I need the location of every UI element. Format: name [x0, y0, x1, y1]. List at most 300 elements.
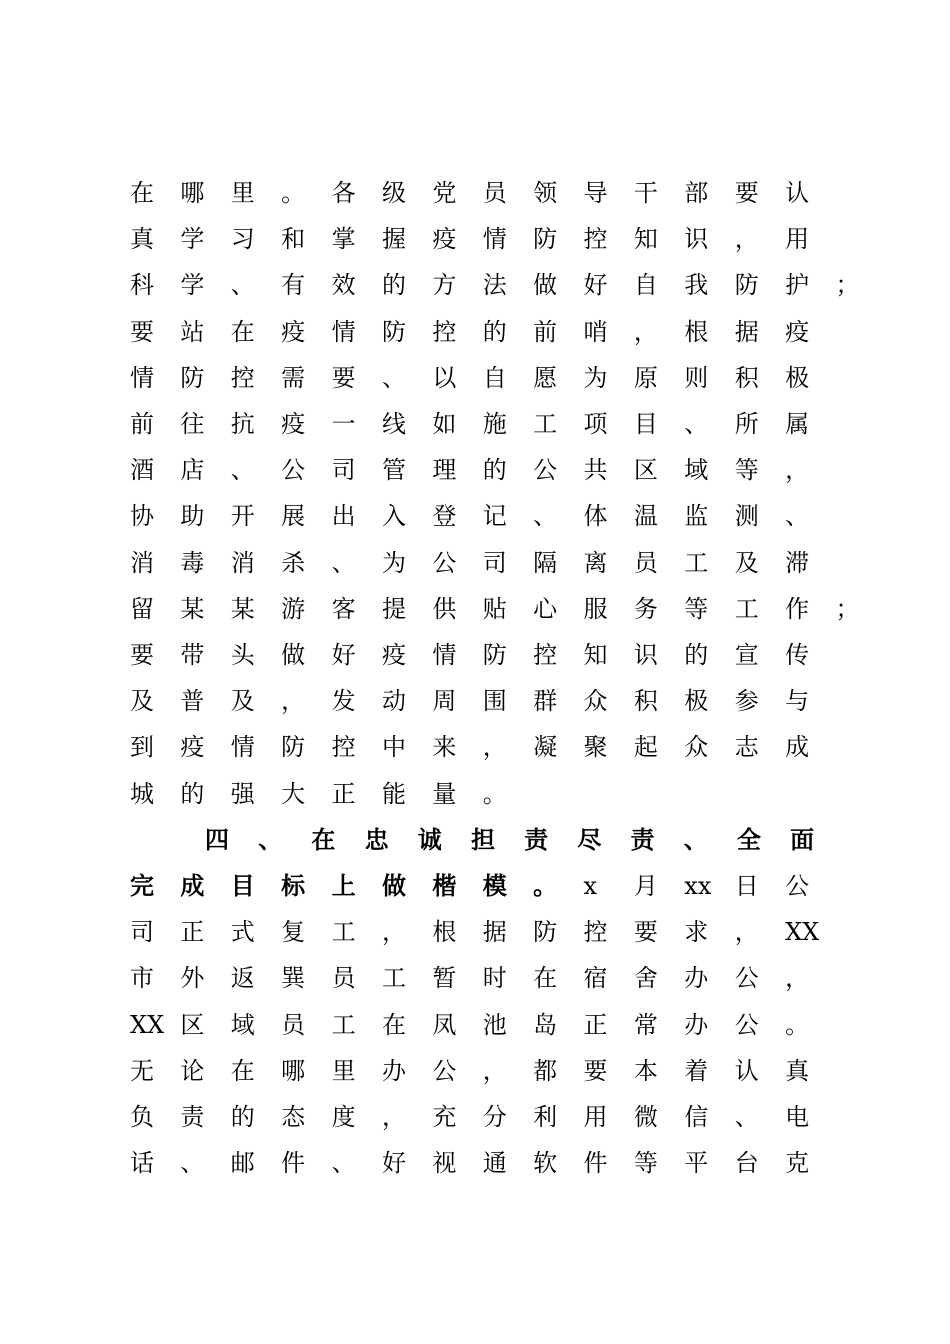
text-glyph: 软	[533, 1149, 558, 1178]
text-glyph: 项	[583, 410, 608, 438]
text-glyph: 全	[736, 824, 761, 854]
text-glyph: 前	[130, 410, 154, 438]
text-glyph: 上	[331, 871, 356, 900]
text-glyph: ，	[482, 1056, 507, 1085]
text-line	[130, 1097, 835, 1137]
text-glyph: 部	[684, 179, 709, 207]
text-line	[130, 265, 886, 305]
text-glyph: 来	[432, 733, 457, 762]
text-line	[130, 958, 835, 998]
text-glyph: 某	[180, 594, 205, 623]
text-glyph: 疫	[281, 317, 306, 346]
text-glyph: 平	[684, 1149, 709, 1178]
text-glyph: 办	[684, 964, 709, 993]
text-glyph: 某	[230, 594, 255, 623]
text-glyph: 里	[331, 1056, 356, 1085]
text-glyph: 做	[281, 641, 306, 669]
text-glyph: 方	[432, 271, 457, 300]
text-glyph: 施	[482, 410, 507, 438]
text-glyph: 疫	[381, 641, 406, 669]
text-glyph: 要	[583, 1056, 608, 1085]
text-glyph: 开	[230, 502, 255, 531]
text-glyph: 常	[633, 1010, 658, 1039]
text-glyph: 池	[482, 1010, 507, 1039]
text-glyph: 量	[432, 779, 457, 808]
text-glyph: 件	[583, 1149, 608, 1178]
text-glyph: 大	[281, 779, 306, 808]
text-glyph: 所	[734, 410, 759, 438]
text-glyph: 。	[533, 871, 558, 900]
text-glyph: 话	[130, 1149, 154, 1178]
text-glyph: 尽	[577, 824, 602, 854]
text-glyph: 好	[583, 271, 608, 300]
text-glyph: 标	[281, 871, 306, 900]
text-glyph: XX	[130, 1010, 165, 1039]
text-glyph: 控	[583, 225, 608, 254]
text-glyph: 做	[533, 271, 558, 300]
text-glyph: 完	[130, 871, 154, 900]
text-glyph: 学	[180, 271, 205, 300]
text-glyph: 无	[130, 1056, 154, 1085]
text-glyph: 助	[180, 502, 205, 531]
text-glyph: 司	[331, 456, 356, 485]
text-glyph: 疫	[785, 317, 810, 346]
text-glyph: 提	[381, 594, 406, 623]
text-glyph: 市	[130, 964, 154, 993]
text-glyph: 我	[684, 271, 709, 300]
text-glyph: 的	[684, 641, 709, 669]
text-glyph: 真	[785, 1056, 810, 1085]
text-glyph: 员	[331, 964, 356, 993]
text-glyph: 公	[785, 872, 810, 900]
text-glyph: 防	[180, 363, 205, 392]
text-glyph: 充	[432, 1103, 457, 1131]
text-line	[130, 866, 835, 906]
text-glyph: 站	[180, 317, 205, 346]
text-glyph: 游	[281, 594, 306, 623]
text-glyph: ；	[835, 594, 860, 623]
text-glyph: 负	[130, 1103, 154, 1131]
text-glyph: 时	[482, 964, 507, 993]
text-glyph: 供	[432, 594, 457, 623]
text-glyph: 在	[230, 1056, 255, 1085]
text-glyph: 防	[533, 225, 558, 254]
text-glyph: 情	[482, 225, 507, 254]
text-glyph: 防	[533, 918, 558, 947]
text-glyph: 据	[482, 918, 507, 947]
text-glyph: 域	[230, 1010, 255, 1039]
text-glyph: 正	[180, 918, 205, 947]
text-glyph: 心	[533, 594, 558, 623]
text-line	[130, 312, 835, 352]
text-glyph: 级	[381, 179, 406, 207]
text-glyph: 围	[482, 687, 507, 716]
text-glyph: 员	[281, 1010, 306, 1039]
text-glyph: 和	[281, 225, 306, 254]
text-glyph: 式	[230, 918, 255, 947]
text-glyph: 在	[533, 964, 558, 993]
text-glyph: 服	[583, 594, 608, 623]
text-line	[130, 635, 835, 675]
text-glyph: 、	[683, 824, 708, 854]
text-glyph: 哪	[281, 1056, 306, 1085]
text-glyph: 管	[381, 456, 406, 485]
text-glyph: 杀	[281, 548, 306, 577]
text-glyph: 忠	[364, 824, 389, 854]
text-glyph: 的	[482, 456, 507, 485]
text-glyph: 态	[281, 1103, 306, 1131]
text-glyph: 极	[684, 687, 709, 716]
text-glyph: ；	[835, 271, 860, 300]
text-glyph: 出	[331, 502, 356, 531]
text-glyph: 及	[734, 548, 759, 577]
text-glyph: 及	[130, 687, 154, 716]
text-glyph: ，	[281, 687, 306, 716]
text-glyph: 责	[180, 1103, 205, 1131]
text-glyph: 在	[230, 317, 255, 346]
text-glyph: 的	[180, 779, 205, 808]
text-glyph: 理	[432, 456, 457, 485]
text-glyph: 区	[180, 1010, 205, 1039]
text-glyph: 展	[281, 502, 306, 531]
text-glyph: 酒	[130, 456, 154, 485]
text-glyph: 公	[281, 456, 306, 485]
text-glyph: 极	[785, 363, 810, 392]
text-glyph: 能	[381, 779, 406, 808]
text-glyph: 离	[583, 548, 608, 577]
text-glyph: 体	[583, 502, 608, 531]
text-glyph: 留	[130, 594, 154, 623]
text-glyph: 发	[331, 687, 356, 716]
text-glyph: 众	[684, 733, 709, 762]
text-glyph: 为	[583, 363, 608, 392]
text-glyph: 防	[482, 641, 507, 669]
text-glyph: 效	[331, 271, 356, 300]
text-glyph: 控	[533, 641, 558, 669]
text-glyph: 知	[583, 641, 608, 669]
text-glyph: 有	[281, 271, 306, 300]
text-glyph: 积	[734, 363, 759, 392]
text-glyph: 、	[734, 1103, 759, 1131]
text-glyph: 件	[281, 1149, 306, 1178]
text-glyph: 护	[785, 271, 810, 300]
text-glyph: 克	[785, 1149, 810, 1178]
text-glyph: 原	[633, 363, 658, 392]
text-glyph: 公	[533, 456, 558, 485]
text-glyph: 疫	[432, 225, 457, 254]
text-glyph: 学	[180, 225, 205, 254]
text-glyph: 干	[633, 179, 658, 207]
text-glyph: ，	[785, 964, 810, 993]
text-glyph: 成	[180, 871, 205, 900]
text-glyph: 一	[331, 410, 356, 438]
text-glyph: 店	[180, 456, 205, 485]
text-glyph: 动	[381, 687, 406, 716]
text-glyph: 认	[734, 1056, 759, 1085]
text-line	[130, 589, 886, 629]
text-glyph: 起	[633, 733, 658, 762]
text-glyph: 愿	[533, 363, 558, 392]
text-glyph: 办	[381, 1056, 406, 1085]
text-glyph: 聚	[583, 733, 608, 762]
text-glyph: 周	[432, 687, 457, 716]
text-glyph: 及	[230, 687, 255, 716]
text-glyph: 区	[633, 456, 658, 485]
text-glyph: 法	[482, 271, 507, 300]
text-glyph: 好	[381, 1149, 406, 1178]
text-glyph: 情	[432, 641, 457, 669]
text-line	[130, 1051, 835, 1091]
text-glyph: 外	[180, 964, 205, 993]
text-glyph: 论	[180, 1056, 205, 1085]
text-glyph: 工	[533, 410, 558, 438]
text-glyph: 模	[482, 871, 507, 900]
text-glyph: 的	[482, 317, 507, 346]
text-glyph: 视	[432, 1149, 457, 1178]
text-glyph: 情	[130, 363, 154, 392]
text-glyph: 情	[331, 317, 356, 346]
text-glyph: 暂	[432, 964, 457, 993]
text-glyph: 要	[734, 179, 759, 207]
text-line	[130, 404, 835, 444]
text-glyph: 担	[470, 824, 495, 854]
text-glyph: 公	[734, 1010, 759, 1039]
text-glyph: 根	[684, 317, 709, 346]
text-glyph: 工	[331, 1010, 356, 1039]
text-glyph: 前	[533, 317, 558, 346]
text-glyph: 等	[633, 1149, 658, 1178]
text-glyph: 、	[533, 502, 558, 531]
text-glyph: 如	[432, 410, 457, 438]
text-glyph: 线	[381, 410, 406, 438]
text-glyph: x	[583, 872, 598, 900]
text-glyph: 着	[684, 1056, 709, 1085]
text-glyph: 楷	[432, 871, 457, 900]
text-glyph: 工	[684, 548, 709, 577]
text-glyph: 、	[331, 548, 356, 577]
text-glyph: 、	[331, 1149, 356, 1178]
text-glyph: 参	[734, 687, 759, 716]
text-glyph: 凝	[533, 733, 558, 762]
text-glyph: 滞	[785, 548, 810, 577]
text-line	[205, 820, 843, 860]
text-glyph: 诚	[417, 824, 442, 854]
text-line	[130, 496, 835, 536]
text-glyph: 等	[684, 594, 709, 623]
text-line	[130, 173, 835, 213]
text-glyph: 需	[281, 363, 306, 392]
text-glyph: 等	[734, 456, 759, 485]
text-glyph: 登	[432, 502, 457, 531]
text-glyph: 要	[331, 363, 356, 392]
text-glyph: 温	[633, 502, 658, 531]
text-glyph: 宣	[734, 641, 759, 669]
text-glyph: 情	[230, 733, 255, 762]
text-glyph: 普	[180, 687, 205, 716]
text-glyph: 在	[311, 824, 336, 854]
text-glyph: 的	[230, 1103, 255, 1131]
text-line	[130, 543, 835, 583]
text-glyph: 公	[432, 1056, 457, 1085]
text-glyph: 、	[230, 456, 255, 485]
text-glyph: 积	[633, 687, 658, 716]
text-line	[130, 912, 835, 952]
text-glyph: 哪	[180, 179, 205, 207]
text-glyph: 、	[684, 410, 709, 438]
text-glyph: 控	[331, 733, 356, 762]
text-glyph: 责	[630, 824, 655, 854]
text-glyph: 好	[331, 641, 356, 669]
text-glyph: 司	[130, 918, 154, 947]
text-line	[130, 681, 835, 721]
text-glyph: 工	[734, 594, 759, 623]
text-glyph: 面	[790, 824, 815, 854]
text-glyph: 分	[482, 1103, 507, 1131]
text-glyph: 群	[533, 687, 558, 716]
text-glyph: 里	[230, 179, 255, 207]
text-glyph: 则	[684, 363, 709, 392]
text-glyph: 与	[785, 687, 810, 716]
text-glyph: 员	[633, 548, 658, 577]
text-glyph: 隔	[533, 548, 558, 577]
text-glyph: 责	[524, 824, 549, 854]
text-glyph: 宿	[583, 964, 608, 993]
text-glyph: 科	[130, 271, 154, 300]
text-glyph: 自	[482, 363, 507, 392]
text-glyph: 用	[785, 225, 810, 254]
text-glyph: 自	[633, 271, 658, 300]
text-glyph: 防	[734, 271, 759, 300]
text-glyph: 防	[281, 733, 306, 762]
text-glyph: ，	[785, 456, 810, 485]
text-glyph: 司	[482, 548, 507, 577]
text-glyph: 客	[331, 594, 356, 623]
text-glyph: 本	[633, 1056, 658, 1085]
text-glyph: ，	[381, 918, 406, 947]
text-glyph: 控	[432, 317, 457, 346]
text-glyph: 、	[381, 363, 406, 392]
text-glyph: ，	[482, 733, 507, 762]
text-glyph: 台	[734, 1149, 759, 1178]
text-glyph: 凤	[432, 1010, 457, 1039]
text-glyph: 要	[633, 918, 658, 947]
text-glyph: 认	[785, 179, 810, 207]
text-glyph: 的	[381, 271, 406, 300]
text-line	[130, 774, 533, 814]
text-glyph: 求	[684, 918, 709, 947]
text-glyph: xx	[684, 872, 712, 900]
text-glyph: ，	[734, 225, 759, 254]
text-glyph: 知	[633, 225, 658, 254]
text-glyph: ，	[381, 1103, 406, 1131]
text-glyph: 控	[583, 918, 608, 947]
text-glyph: 通	[482, 1149, 507, 1178]
text-line	[130, 358, 835, 398]
text-line	[130, 1143, 835, 1183]
text-glyph: 属	[785, 410, 810, 438]
text-glyph: 以	[432, 363, 457, 392]
text-glyph: 毒	[180, 548, 205, 577]
text-glyph: 正	[583, 1010, 608, 1039]
text-glyph: 要	[130, 641, 154, 669]
text-glyph: 巽	[281, 964, 306, 993]
text-glyph: 据	[734, 317, 759, 346]
text-glyph: 城	[130, 779, 154, 808]
text-glyph: 导	[583, 179, 608, 207]
text-glyph: 各	[331, 179, 356, 207]
text-glyph: 四	[205, 824, 229, 854]
text-glyph: 员	[482, 179, 507, 207]
text-glyph: 务	[633, 594, 658, 623]
text-glyph: 都	[533, 1056, 558, 1085]
text-glyph: 带	[180, 641, 205, 669]
text-glyph: 、	[180, 1149, 205, 1178]
text-glyph: 公	[734, 964, 759, 993]
text-glyph: 正	[331, 779, 356, 808]
text-glyph: 做	[381, 871, 406, 900]
text-glyph: 作	[785, 594, 810, 623]
text-glyph: 领	[533, 179, 558, 207]
text-line	[130, 1005, 835, 1045]
text-glyph: 电	[785, 1103, 810, 1131]
text-glyph: 。	[482, 779, 507, 808]
text-glyph: 信	[684, 1103, 709, 1131]
text-glyph: 在	[130, 179, 154, 207]
text-glyph: 识	[684, 225, 709, 254]
text-glyph: 测	[734, 502, 759, 531]
text-glyph: 监	[684, 502, 709, 531]
text-glyph: 成	[785, 733, 810, 762]
text-glyph: 疫	[281, 410, 306, 438]
text-glyph: 往	[180, 410, 205, 438]
text-glyph: 根	[432, 918, 457, 947]
text-glyph: 习	[230, 225, 255, 254]
text-glyph: 为	[381, 548, 406, 577]
text-glyph: 强	[230, 779, 255, 808]
text-glyph: 域	[684, 456, 709, 485]
text-glyph: 邮	[230, 1149, 255, 1178]
text-glyph: 。	[281, 179, 306, 207]
text-glyph: 岛	[533, 1010, 558, 1039]
text-glyph: 度	[331, 1103, 356, 1131]
text-glyph: ，	[633, 317, 658, 346]
text-line	[130, 727, 835, 767]
text-glyph: 掌	[331, 225, 356, 254]
text-glyph: 识	[633, 641, 658, 669]
text-glyph: 、	[230, 271, 255, 300]
text-glyph: XX	[785, 918, 820, 947]
text-glyph: 记	[482, 502, 507, 531]
text-glyph: 工	[381, 964, 406, 993]
text-glyph: 入	[381, 502, 406, 531]
text-glyph: 握	[381, 225, 406, 254]
text-glyph: 目	[633, 410, 658, 438]
text-glyph: 要	[130, 317, 154, 346]
text-glyph: 办	[684, 1010, 709, 1039]
text-glyph: 在	[381, 1010, 406, 1039]
text-glyph: 共	[583, 456, 608, 485]
text-glyph: 中	[381, 733, 406, 762]
text-glyph: 控	[230, 363, 255, 392]
text-glyph: 防	[381, 317, 406, 346]
text-glyph: 。	[785, 1010, 810, 1039]
text-glyph: 目	[230, 871, 255, 900]
text-glyph: 消	[130, 548, 154, 577]
text-glyph: 用	[583, 1103, 608, 1131]
text-glyph: 、	[785, 502, 810, 531]
text-glyph: 抗	[230, 410, 255, 438]
text-glyph: 传	[785, 641, 810, 669]
